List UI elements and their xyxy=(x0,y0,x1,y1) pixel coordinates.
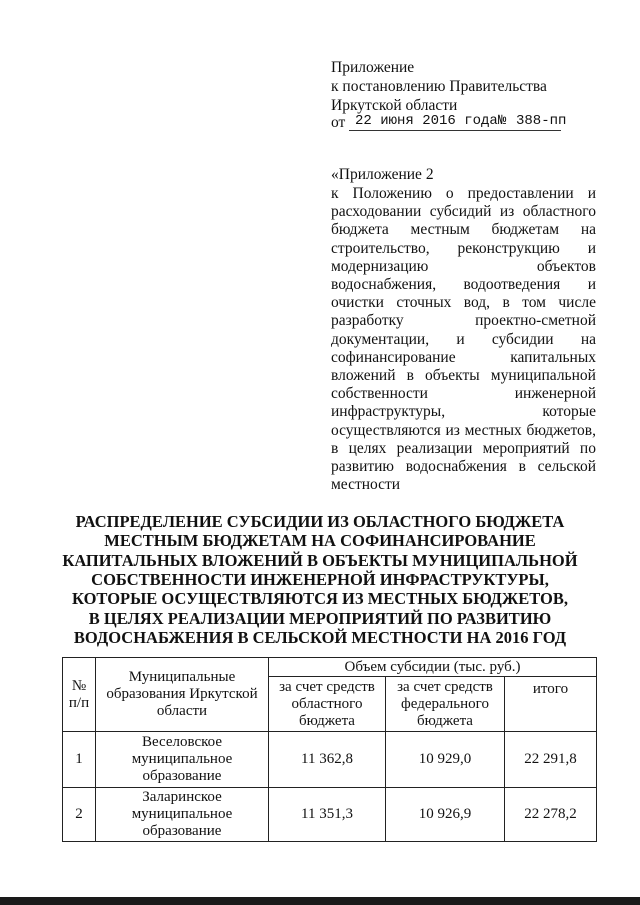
appendix-line xyxy=(331,386,596,402)
row-municipality-line: муниципальное xyxy=(131,806,233,822)
appendix-word: в xyxy=(502,294,510,312)
appendix-word: и xyxy=(587,185,596,202)
row-num-cell: 2 xyxy=(63,788,96,842)
appendix-word: развитию xyxy=(331,458,395,475)
header-municipality-line: области xyxy=(156,703,208,719)
appendix-word: объекты xyxy=(425,367,480,384)
appendix-line xyxy=(331,186,596,202)
header-regional-line: за счет средств xyxy=(279,678,375,695)
appendix-word: водоснабжения xyxy=(405,458,507,475)
appendix-line xyxy=(331,404,596,420)
header-municipality-line: образования Иркутской xyxy=(106,686,258,702)
appendix-word: водоснабжения, xyxy=(331,276,437,293)
table-row xyxy=(63,788,597,842)
appendix-word: бюджетам xyxy=(491,221,560,239)
row-municipality-line: образование xyxy=(142,768,222,784)
appendix-word: капитальных xyxy=(510,348,596,366)
appendix-line xyxy=(331,295,596,311)
appendix-line xyxy=(331,423,596,439)
header-num-line: п/п xyxy=(68,694,90,711)
appendix-word: инженерной xyxy=(514,385,596,403)
appendix-line xyxy=(331,368,596,384)
appendix-word: областного xyxy=(522,203,596,221)
row-regional-cell: 11 362,8 xyxy=(269,732,386,788)
appendix-word: субсидии xyxy=(491,330,554,348)
row-municipality-line: образование xyxy=(142,823,222,839)
appendix-word: в xyxy=(518,458,526,475)
appendix-word: о xyxy=(445,185,454,202)
appendix-word: местности xyxy=(331,476,401,494)
appendix-word: и xyxy=(587,276,596,293)
scan-bottom-edge xyxy=(0,897,640,905)
appendix-line xyxy=(331,204,596,220)
appendix-line xyxy=(331,313,596,329)
appendix-word: в xyxy=(406,367,414,384)
header-total-cell: итого xyxy=(505,677,597,732)
title-line: РАСПРЕДЕЛЕНИЕ СУБСИДИИ ИЗ ОБЛАСТНОГО БЮДЖЕТА xyxy=(75,512,565,531)
appendix-word: разработку xyxy=(331,312,404,330)
appendix-word: бюджетов, xyxy=(526,421,596,439)
appendix-word: которые xyxy=(542,403,596,421)
appendix-title: «Приложение 2 xyxy=(331,166,434,183)
header-federal-line: за счет средств xyxy=(397,678,493,695)
appendix-word: водоотведения xyxy=(463,276,561,293)
appendix-word: числе xyxy=(558,294,596,312)
appendix-word: объектов xyxy=(536,257,596,275)
row-federal-cell: 10 929,0 xyxy=(386,732,505,788)
row-municipality-line: муниципальное xyxy=(131,751,233,767)
header-resolution-label: к постановлению Правительства xyxy=(331,78,547,95)
appendix-line xyxy=(331,350,596,366)
appendix-word: модернизацию xyxy=(331,257,429,275)
header-number-sign: № xyxy=(498,113,507,129)
appendix-word: на xyxy=(580,221,596,239)
appendix-word: в xyxy=(331,439,339,457)
appendix-word: бюджета xyxy=(331,221,389,239)
appendix-line xyxy=(331,332,596,348)
appendix-word: из xyxy=(445,421,460,439)
appendix-word: сельской xyxy=(537,458,596,475)
row-num-cell: 1 xyxy=(63,732,96,788)
row-municipality-line: Веселовское xyxy=(141,734,223,750)
appendix-word: и xyxy=(456,330,465,348)
appendix-word: местных xyxy=(464,421,522,439)
title-line: КАПИТАЛЬНЫХ ВЛОЖЕНИЙ В ОБЪЕКТЫ МУНИЦИПАЛЬНОЙ xyxy=(62,550,578,570)
header-num-cell xyxy=(63,658,96,732)
appendix-word: к xyxy=(331,185,339,202)
appendix-word: строительство, xyxy=(331,239,430,257)
appendix-word: собственности xyxy=(331,385,428,403)
appendix-line xyxy=(331,441,596,457)
header-num-line: № xyxy=(71,677,87,694)
row-municipality-cell xyxy=(96,788,269,842)
appendix-word: Положению xyxy=(352,185,432,202)
header-federal-line: федерального xyxy=(401,695,489,712)
appendix-word: сточных xyxy=(396,294,452,312)
appendix-line xyxy=(331,459,596,475)
appendix-word: субсидий xyxy=(429,203,492,221)
header-municipality-cell xyxy=(96,658,269,732)
row-municipality-line: Заларинское xyxy=(142,789,222,805)
appendix-word: очистки xyxy=(331,294,384,312)
appendix-word: инфраструктуры, xyxy=(331,403,446,421)
appendix-word: документации, xyxy=(331,330,430,348)
header-number: 388-пп xyxy=(516,113,567,129)
appendix-line xyxy=(331,241,596,257)
appendix-word: вод, xyxy=(463,294,491,312)
subsidy-table xyxy=(62,657,597,842)
row-federal-cell: 10 926,9 xyxy=(386,788,505,842)
header-federal-cell xyxy=(386,677,505,732)
appendix-word: местным xyxy=(410,221,470,239)
header-region-label: Иркутской области xyxy=(331,97,458,114)
appendix-word: мероприятий xyxy=(482,439,570,457)
appendix-word: предоставлении xyxy=(467,185,574,202)
appendix-word: по xyxy=(579,439,596,457)
appendix-line xyxy=(331,277,596,293)
appendix-word: осуществляются xyxy=(331,421,441,439)
header-municipality-line: Муниципальные xyxy=(128,669,236,685)
title-line: ВОДОСНАБЖЕНИЯ В СЕЛЬСКОЙ МЕСТНОСТИ НА 2016 ГОД xyxy=(73,627,567,647)
header-date: 22 июня 2016 года xyxy=(355,113,498,129)
appendix-word: софинансирование xyxy=(331,348,456,366)
appendix-word: муниципальной xyxy=(490,367,596,384)
header-regional-line: бюджета xyxy=(299,712,355,729)
title-line: КОТОРЫЕ ОСУЩЕСТВЛЯЮТСЯ ИЗ МЕСТНЫХ БЮДЖЕТОВ, xyxy=(72,589,568,609)
appendix-line xyxy=(331,477,596,493)
header-date-underline xyxy=(349,130,561,131)
appendix-line xyxy=(331,222,596,238)
appendix-word: вложений xyxy=(331,367,396,384)
header-regional-cell xyxy=(269,677,386,732)
appendix-word: и xyxy=(587,239,596,257)
row-municipality-cell xyxy=(96,732,269,788)
appendix-word: на xyxy=(580,330,596,348)
header-appendix-label: Приложение xyxy=(331,59,415,76)
appendix-word: проектно-сметной xyxy=(475,312,596,330)
table-row xyxy=(63,732,597,788)
row-total-cell: 22 278,2 xyxy=(505,788,597,842)
appendix-word: реализации xyxy=(396,439,473,457)
header-federal-line: бюджета xyxy=(417,712,473,729)
appendix-word: расходовании xyxy=(331,203,422,221)
appendix-word: из xyxy=(499,203,515,221)
header-regional-line: областного xyxy=(291,695,363,712)
appendix-word: целях xyxy=(348,439,387,457)
appendix-line xyxy=(331,259,596,275)
row-regional-cell: 11 351,3 xyxy=(269,788,386,842)
title-line: МЕСТНЫМ БЮДЖЕТАМ НА СОФИНАНСИРОВАНИЕ xyxy=(104,531,536,551)
appendix-word: реконструкцию xyxy=(457,239,560,257)
header-from-label: от xyxy=(331,114,346,131)
title-line: В ЦЕЛЯХ РЕАЛИЗАЦИИ МЕРОПРИЯТИЙ ПО РАЗВИТИЮ xyxy=(88,608,552,628)
header-volume-cell: Объем субсидии (тыс. руб.) xyxy=(269,658,597,677)
appendix-word: том xyxy=(522,294,546,312)
title-line: СОБСТВЕННОСТИ ИНЖЕНЕРНОЙ ИНФРАСТРУКТУРЫ, xyxy=(91,569,549,589)
row-total-cell: 22 291,8 xyxy=(505,732,597,788)
